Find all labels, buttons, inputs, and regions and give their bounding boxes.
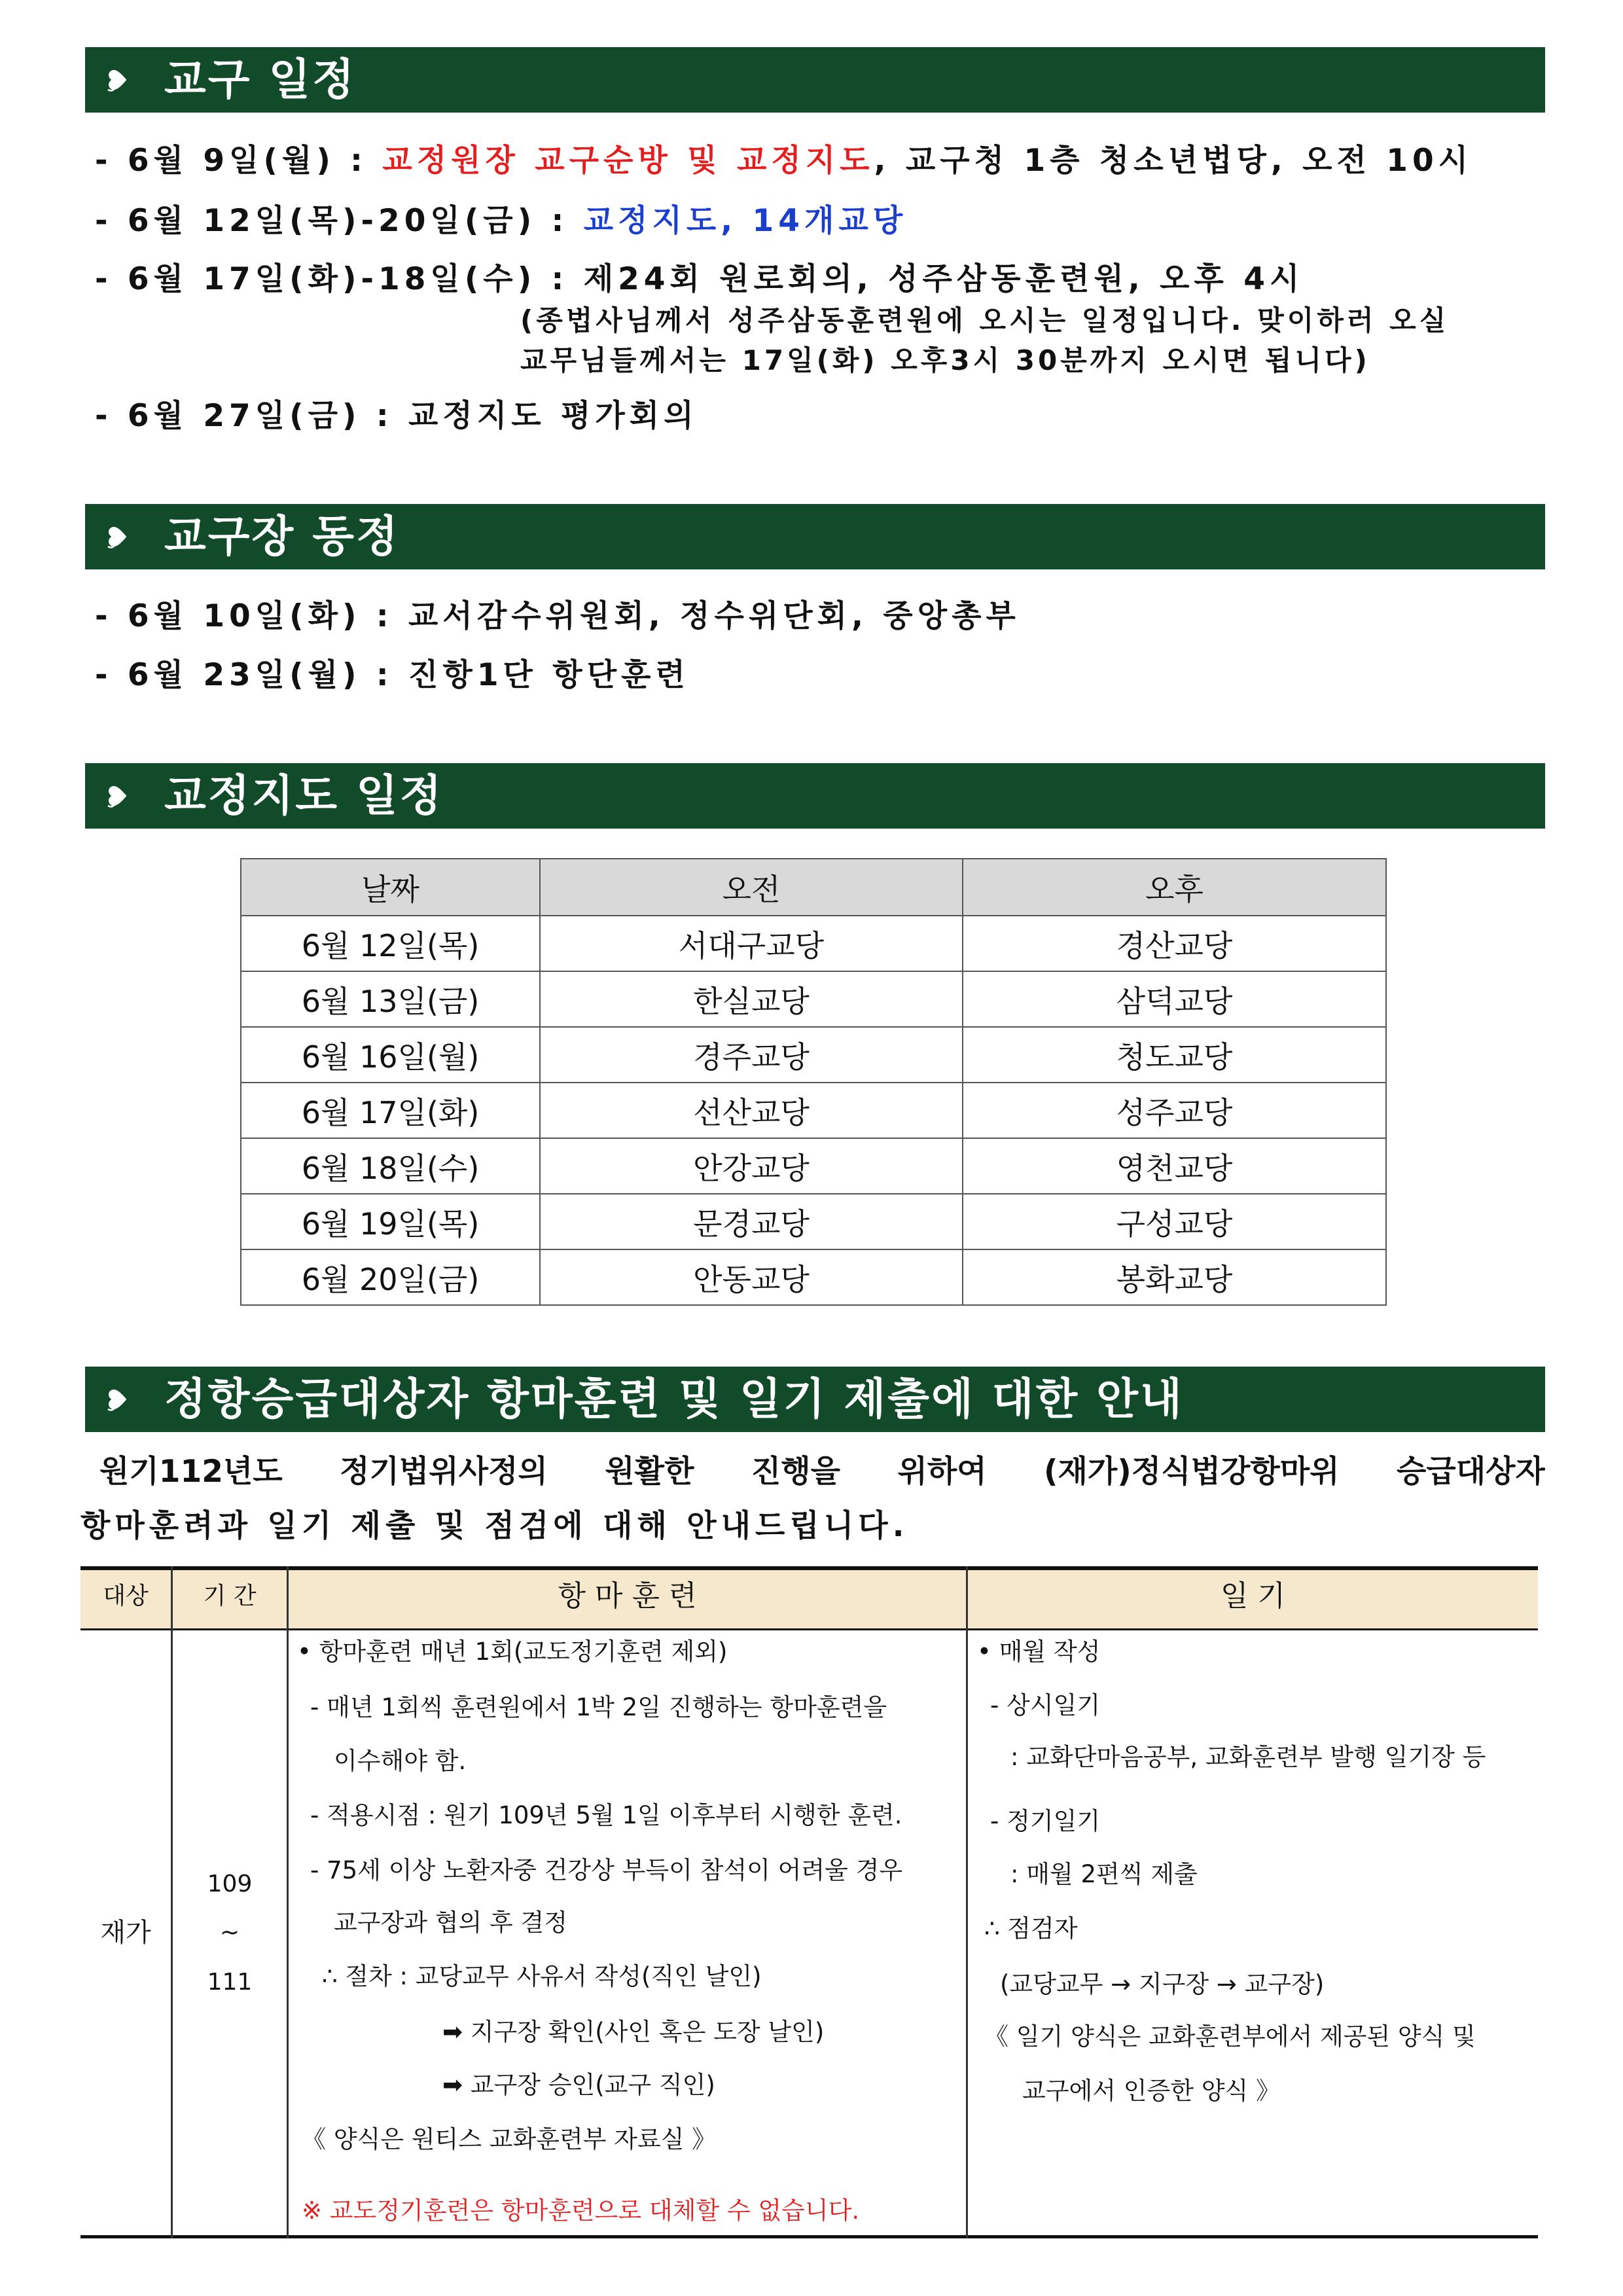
cell-period-end: 111 <box>207 1969 253 1996</box>
cell-date: 6월 17일(화) <box>241 1083 540 1138</box>
cell-date: 6월 18일(수) <box>241 1138 540 1194</box>
table-row <box>241 1138 1386 1194</box>
training-line: - 매년 1회씩 훈련원에서 1박 2일 진행하는 항마훈련을 <box>310 1693 887 1721</box>
training-line: ➡ 교구장 승인(교구 직인) <box>442 2071 715 2099</box>
cell-morning: 문경교당 <box>540 1194 963 1249</box>
column-header-date: 날짜 <box>241 859 540 916</box>
training-line: - 적용시점 : 원기 109년 5월 1일 이후부터 시행한 훈련. <box>310 1801 902 1829</box>
heart-bullet-icon <box>105 783 131 809</box>
diary-line: 《 일기 양식은 교화훈련부에서 제공된 양식 및 <box>984 2022 1476 2051</box>
schedule-item <box>95 198 907 244</box>
cell-afternoon: 성주교당 <box>963 1083 1386 1138</box>
cell-morning: 한실교당 <box>540 971 963 1027</box>
cell-afternoon: 봉화교당 <box>963 1249 1386 1305</box>
section-header-promotion-notice <box>85 1367 1545 1432</box>
heart-bullet-icon <box>105 524 131 550</box>
cell-target: 재가 <box>100 1918 151 1948</box>
diary-line: 교구에서 인증한 양식 》 <box>1022 2077 1280 2105</box>
guidance-schedule-table <box>240 858 1387 1306</box>
training-line: • 항마훈련 매년 1회(교도정기훈련 제외) <box>297 1638 728 1666</box>
diary-line: : 교화단마음공부, 교화훈련부 발행 일기장 등 <box>1010 1743 1486 1771</box>
training-line: 교구장과 협의 후 결정 <box>334 1909 567 1937</box>
column-header-target: 대상 <box>103 1583 149 1609</box>
schedule-item-date: - 6월 9일(월) : <box>95 143 383 179</box>
table-row <box>241 916 1386 971</box>
cell-afternoon: 청도교당 <box>963 1027 1386 1083</box>
activity-item: - 6월 23일(월) : 진항1단 항단훈련 <box>95 657 690 693</box>
column-divider <box>966 1566 968 2238</box>
training-line: 《 양식은 원티스 교화훈련부 자료실 》 <box>302 2125 717 2153</box>
section-title: 교구 일정 <box>164 54 357 105</box>
training-line: 이수해야 함. <box>334 1747 467 1775</box>
schedule-item-highlight: 교정원장 교구순방 및 교정지도 <box>382 143 874 179</box>
section-title: 교구장 동정 <box>164 511 400 562</box>
training-line: ➡ 지구장 확인(사인 혹은 도장 날인) <box>442 2018 825 2046</box>
diary-line: : 매월 2편씩 제출 <box>1010 1860 1198 1888</box>
heart-bullet-icon <box>105 67 131 93</box>
cell-morning: 안강교당 <box>540 1138 963 1194</box>
column-header-training: 항 마 훈 련 <box>558 1579 697 1613</box>
column-header-morning: 오전 <box>540 859 963 916</box>
table-row <box>241 971 1386 1027</box>
column-header-period: 기 간 <box>203 1583 257 1609</box>
training-warning: ※ 교도정기훈련은 항마훈련으로 대체할 수 없습니다. <box>302 2197 860 2225</box>
schedule-item <box>95 138 1472 184</box>
schedule-item-highlight: 교정지도, 14개교당 <box>583 203 908 239</box>
section-title: 정항승급대상자 항마훈련 및 일기 제출에 대한 안내 <box>164 1374 1184 1424</box>
section-header-district-schedule <box>85 47 1545 113</box>
table-row <box>241 1083 1386 1138</box>
diary-line: - 상시일기 <box>990 1691 1101 1719</box>
cell-date: 6월 19일(목) <box>241 1194 540 1249</box>
cell-afternoon: 영천교당 <box>963 1138 1386 1194</box>
cell-morning: 선산교당 <box>540 1083 963 1138</box>
cell-afternoon: 삼덕교당 <box>963 971 1386 1027</box>
cell-date: 6월 20일(금) <box>241 1249 540 1305</box>
intro-paragraph-line: 원기112년도 정기법위사정의 원활한 진행을 위하여 (재가)정식법강항마위 승급대상자 <box>99 1454 1545 1490</box>
training-diary-table <box>80 1566 1538 2238</box>
table-header-divider <box>80 1628 1538 1630</box>
intro-paragraph-line: 항마훈려과 일기 제출 및 점검에 대해 안내드립니다. <box>80 1508 909 1544</box>
schedule-item: - 6월 17일(화)-18일(수) : 제24회 원로회의, 성주삼동훈련원, 오후 4시 <box>95 261 1304 297</box>
training-line: ∴ 절차 : 교당교무 사유서 작성(직인 날인) <box>322 1962 762 1990</box>
cell-morning: 경주교당 <box>540 1027 963 1083</box>
cell-date: 6월 13일(금) <box>241 971 540 1027</box>
table-row <box>241 1249 1386 1305</box>
schedule-item-note: (종법사님께서 성주삼동훈련원에 오시는 일정입니다. 맞이하러 오실 <box>520 304 1450 336</box>
diary-line: • 매월 작성 <box>977 1638 1101 1666</box>
cell-afternoon: 경산교당 <box>963 916 1386 971</box>
table-row <box>241 1027 1386 1083</box>
schedule-item-date: - 6월 12일(목)-20일(금) : <box>95 203 584 239</box>
cell-morning: 안동교당 <box>540 1249 963 1305</box>
table-top-border <box>80 1566 1538 1570</box>
training-line: - 75세 이상 노환자중 건강상 부득이 참석이 어려울 경우 <box>310 1856 903 1884</box>
table-bottom-border <box>80 2235 1538 2238</box>
section-title: 교정지도 일정 <box>164 770 444 821</box>
cell-period-separator: ~ <box>219 1919 240 1946</box>
table-header-row <box>241 859 1386 916</box>
section-header-guidance-schedule <box>85 763 1545 829</box>
table-row <box>241 1194 1386 1249</box>
section-header-district-head-activities <box>85 504 1545 569</box>
schedule-item-note: 교무님들께서는 17일(화) 오후3시 30분까지 오시면 됩니다) <box>520 344 1370 376</box>
heart-bullet-icon <box>105 1386 131 1412</box>
cell-date: 6월 12일(목) <box>241 916 540 971</box>
column-header-diary: 일 기 <box>1221 1579 1285 1613</box>
schedule-item: - 6월 27일(금) : 교정지도 평가회의 <box>95 398 698 434</box>
diary-line: (교당교무 → 지구장 → 교구장) <box>1000 1970 1325 1998</box>
cell-date: 6월 16일(월) <box>241 1027 540 1083</box>
activity-item: - 6월 10일(화) : 교서감수위원회, 정수위단회, 중앙총부 <box>95 598 1020 634</box>
column-divider <box>287 1566 289 2238</box>
diary-line: ∴ 점검자 <box>984 1914 1078 1943</box>
schedule-item-detail: , 교구청 1층 청소년법당, 오전 10시 <box>874 143 1473 179</box>
cell-afternoon: 구성교당 <box>963 1194 1386 1249</box>
diary-line: - 정기일기 <box>990 1807 1101 1835</box>
cell-period-start: 109 <box>207 1871 253 1897</box>
column-header-afternoon: 오후 <box>963 859 1386 916</box>
cell-morning: 서대구교당 <box>540 916 963 971</box>
